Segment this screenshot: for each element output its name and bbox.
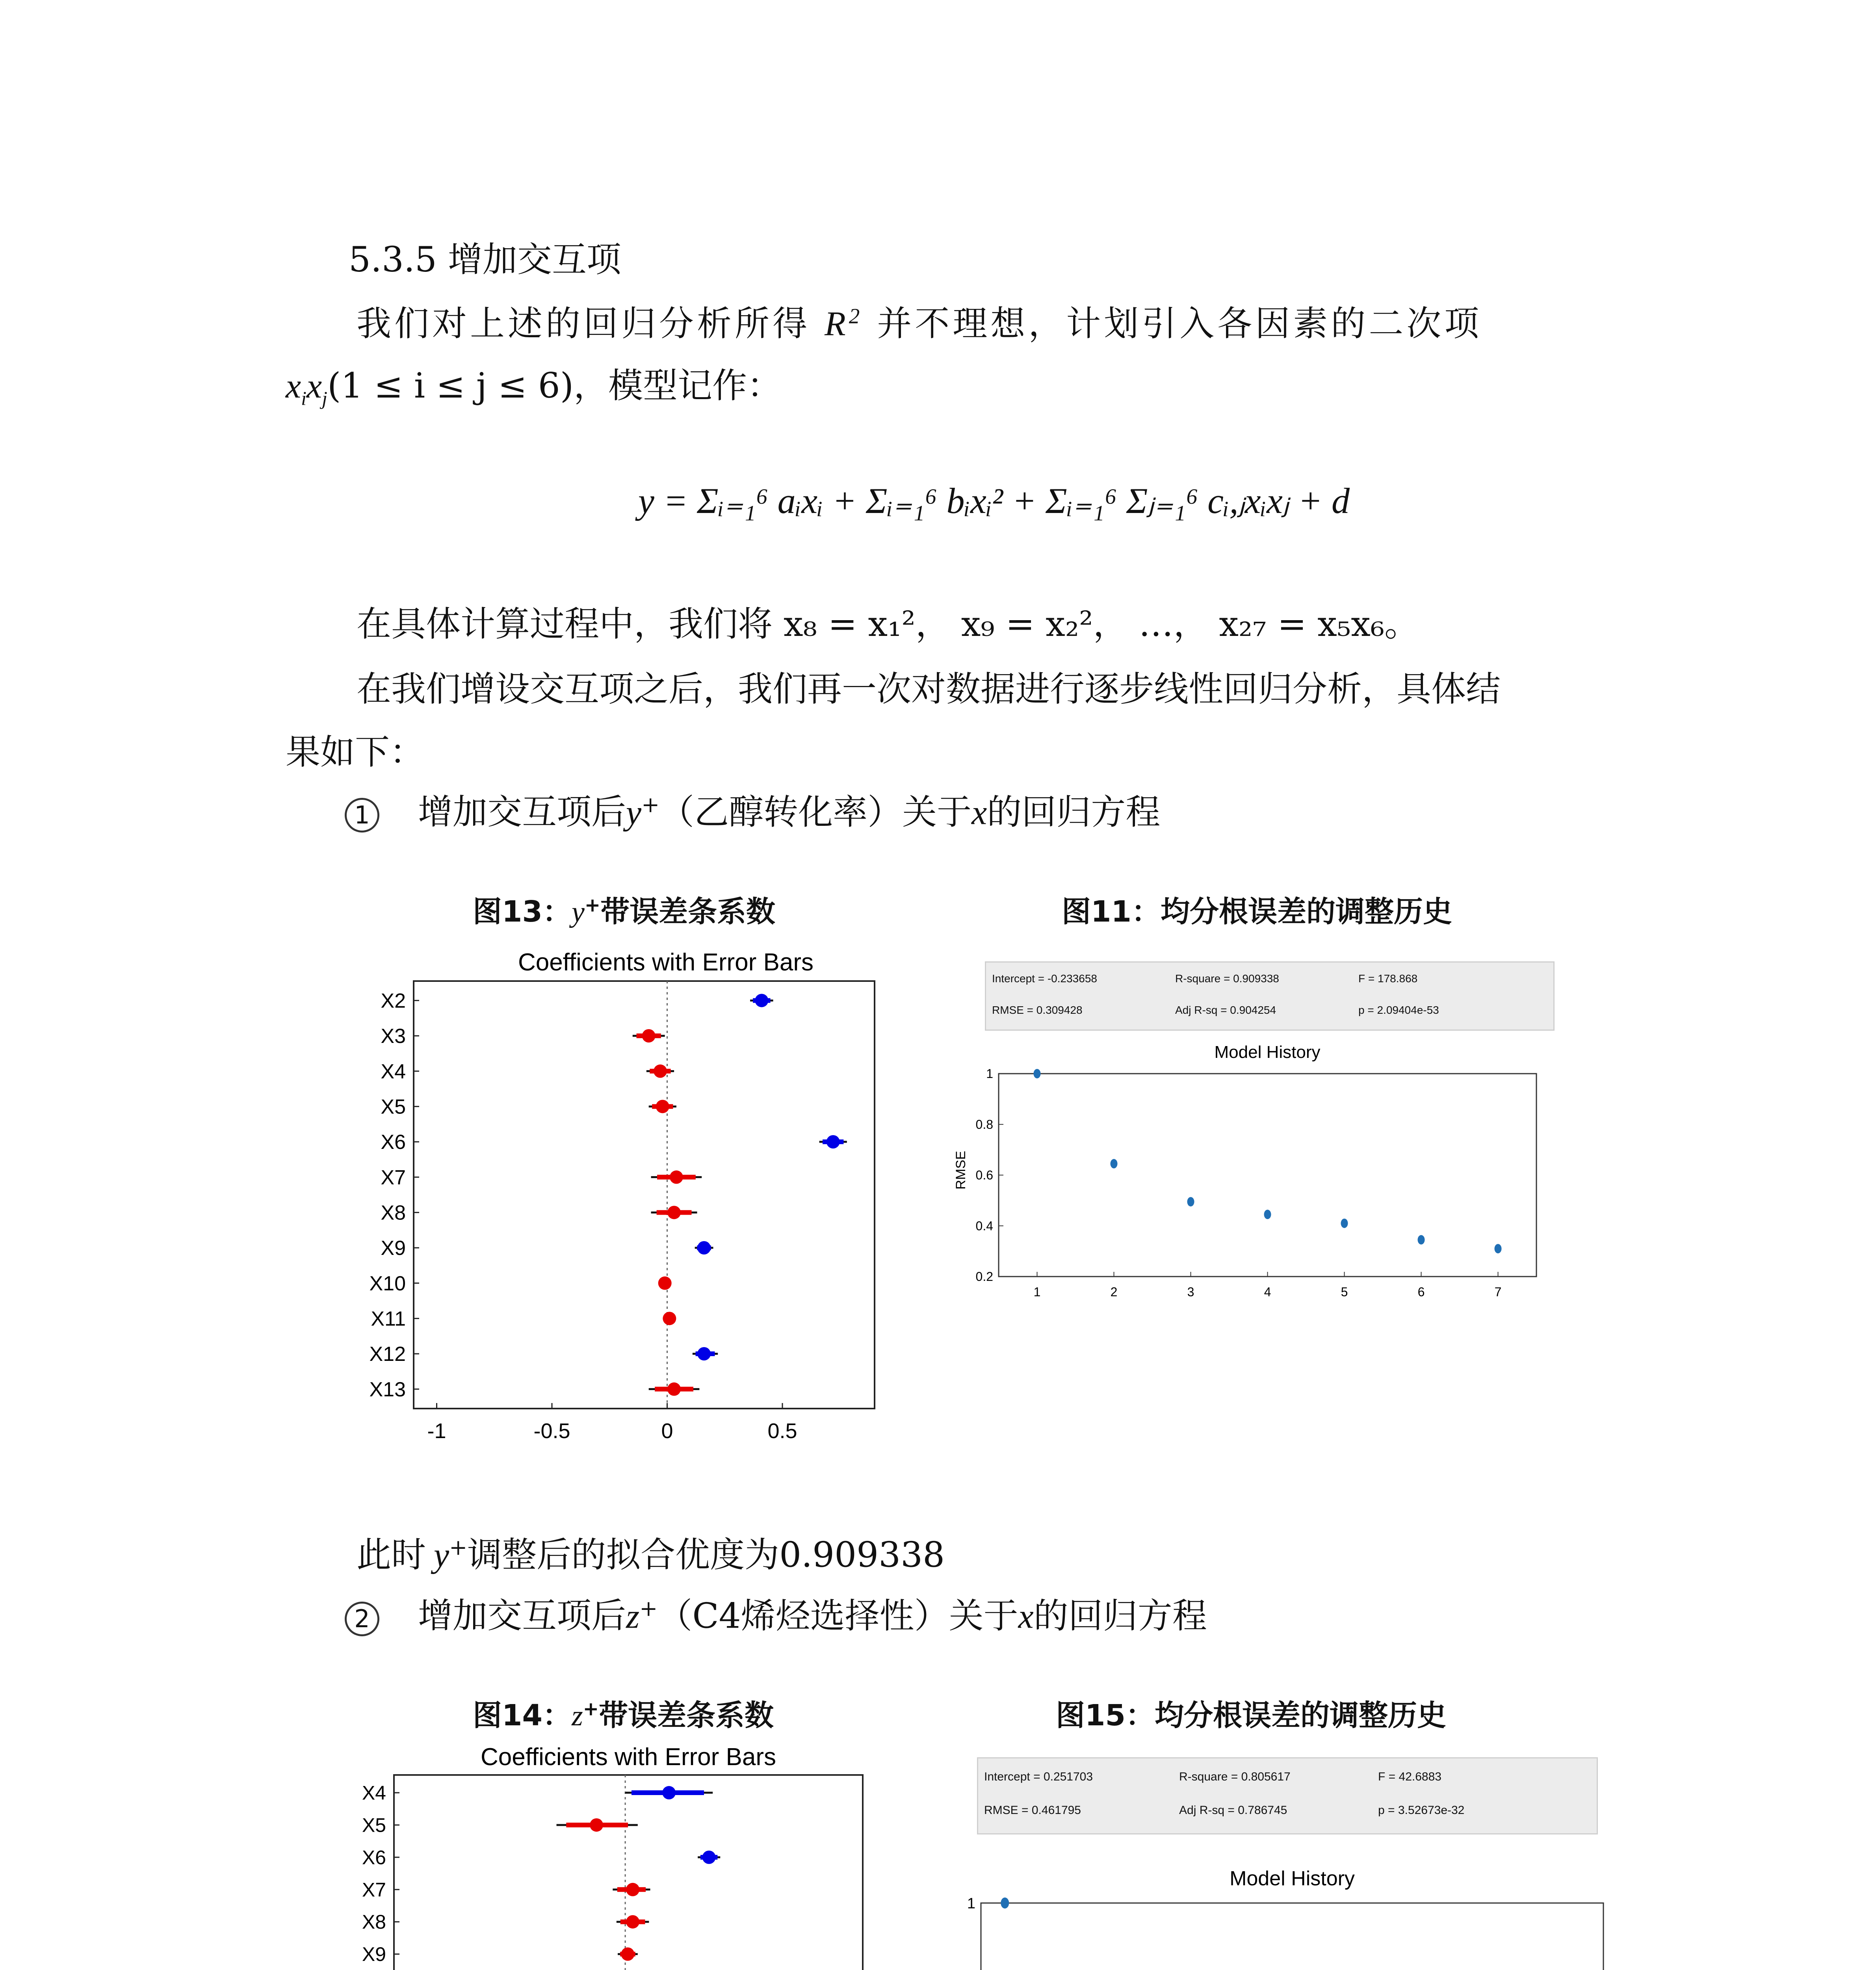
coefficient-point — [654, 1065, 667, 1078]
coefficient-point — [658, 1277, 672, 1290]
model-equation: y = Σᵢ₌₁⁶ aᵢxᵢ + Σᵢ₌₁⁶ bᵢxᵢ² + Σᵢ₌₁⁶ Σⱼ₌₁⁶ cᵢ,ⱼxᵢxⱼ + d — [638, 481, 1350, 521]
section-heading: 5.3.5 增加交互项 — [349, 239, 621, 280]
rmse-point — [1034, 1069, 1041, 1078]
rmse-point — [1264, 1210, 1271, 1219]
figure-14-title: 图14：z+带误差条系数 — [473, 1698, 774, 1732]
x-tick-label: 6 — [1417, 1285, 1425, 1299]
coefficient-point — [621, 1948, 634, 1961]
y-tick-label: X5 — [381, 1095, 406, 1119]
y-tick-label: X12 — [369, 1343, 406, 1366]
coef-chart-2-title: Coefficients with Error Bars — [481, 1743, 776, 1771]
coefficient-point — [670, 1171, 683, 1184]
x-tick-label: 7 — [1494, 1285, 1502, 1299]
y-tick-label: X8 — [362, 1911, 386, 1933]
x-tick-label: 1 — [1033, 1285, 1041, 1299]
y-tick-label: X6 — [381, 1131, 406, 1154]
rmse-point — [1418, 1235, 1425, 1245]
paragraph-1-line-1 — [357, 305, 1482, 342]
hist-chart-1 — [945, 1040, 1560, 1316]
paragraph-1-line-2 — [286, 365, 782, 409]
coefficient-point — [662, 1786, 676, 1799]
list-number-1: 1 — [345, 798, 379, 833]
coefficient-point — [626, 1915, 639, 1929]
y-tick-label: 0.8 — [975, 1117, 993, 1132]
y-tick-label: 1 — [986, 1067, 993, 1081]
y-tick-label: 0.6 — [975, 1168, 993, 1182]
list-item-1: 1 增加交互项后y+（乙醇转化率）关于x的回归方程 — [345, 794, 1160, 833]
paragraph-1-text-a: 我们对上述的回归分析所得 — [357, 303, 811, 344]
coefficient-point — [590, 1818, 603, 1832]
coefficient-point — [642, 1029, 656, 1043]
rmse-point — [1111, 1159, 1118, 1169]
x-tick-label: 0 — [661, 1419, 673, 1443]
coefficient-point — [827, 1135, 840, 1149]
hist-chart-1-title: Model History — [1214, 1043, 1321, 1062]
y-tick-label: 0.4 — [975, 1219, 993, 1233]
rmse-point — [1187, 1197, 1194, 1206]
y-tick-label: X11 — [371, 1307, 406, 1331]
coef-chart-1 — [355, 944, 926, 1487]
y-tick-label: 0.2 — [975, 1269, 993, 1284]
y-tick-label: X8 — [381, 1201, 406, 1225]
paragraph-1-text-b: 并不理想，计划引入各因素的二次项 — [877, 303, 1482, 344]
xixj-term: $x_ix_j$ — [286, 367, 327, 409]
y-tick-label: X4 — [381, 1060, 406, 1083]
y-tick-label: X2 — [381, 989, 406, 1013]
y-tick-label: 1 — [967, 1895, 975, 1912]
list-item-2: 2 增加交互项后z+（C4烯烃选择性）关于x的回归方程 — [345, 1598, 1207, 1636]
hist-chart-1-stats: Intercept = -0.233658 R-square = 0.909338 F = 178.868 RMSE = 0.309428 Adj R-sq = 0.904254 p = 2.09404e-53 — [985, 961, 1555, 1031]
y-tick-label: X9 — [362, 1943, 386, 1966]
y-tick-label: X7 — [381, 1166, 406, 1189]
paragraph-2: 在具体计算过程中，我们将 x₈ = x₁²， x₉ = x₂²， …， x₂₇ = x₅x₆。 — [357, 604, 1419, 644]
figure-11-title: 图11：均分根误差的调整历史 — [1062, 895, 1452, 929]
figure-15-title: 图15：均分根误差的调整历史 — [1056, 1699, 1446, 1732]
x-tick-label: 5 — [1341, 1285, 1348, 1299]
coefficient-point — [626, 1883, 639, 1896]
y-tick-label: X3 — [381, 1025, 406, 1048]
list-number-2: 2 — [345, 1602, 379, 1636]
x-tick-label: 2 — [1110, 1285, 1118, 1299]
coefficient-point — [667, 1206, 681, 1219]
coef-chart-1-title: Coefficients with Error Bars — [518, 949, 814, 976]
paragraph-3-line-2: 果如下： — [286, 732, 425, 772]
coefficient-point — [702, 1851, 716, 1864]
coefficient-point — [656, 1100, 669, 1113]
y-tick-label: X9 — [381, 1237, 406, 1260]
hist-chart-2-title: Model History — [1230, 1867, 1355, 1890]
x-tick-label: 3 — [1187, 1285, 1194, 1299]
coefficient-point — [697, 1347, 711, 1360]
y-tick-label: X6 — [362, 1846, 386, 1869]
y-tick-label: X4 — [362, 1782, 386, 1804]
y-tick-label: X7 — [362, 1879, 386, 1901]
rmse-point — [1495, 1244, 1502, 1253]
hist-chart-2 — [922, 1864, 1607, 1970]
coefficient-point — [667, 1383, 681, 1396]
paragraph-1-text-d: (1 ≤ i ≤ j ≤ 6)，模型记作： — [327, 365, 782, 406]
result-1: 此时 y+调整后的拟合优度为0.909338 — [357, 1534, 945, 1575]
x-tick-label: -0.5 — [533, 1419, 570, 1443]
r-squared-symbol: $R^2$ — [825, 304, 863, 344]
x-tick-label: -1 — [427, 1419, 446, 1443]
rmse-point — [1001, 1898, 1009, 1909]
coefficient-point — [697, 1241, 711, 1254]
coef-chart-2 — [339, 1741, 882, 1970]
y-tick-label: X13 — [369, 1378, 406, 1401]
y-tick-label: X10 — [369, 1272, 406, 1295]
coefficient-point — [755, 994, 768, 1007]
y-tick-label: X5 — [362, 1814, 386, 1836]
coefficient-point — [663, 1312, 676, 1325]
hist-chart-1-ylabel: RMSE — [953, 1150, 968, 1190]
rmse-point — [1341, 1219, 1348, 1228]
x-tick-label: 0.5 — [767, 1419, 797, 1443]
figure-13-title: 图13：y+带误差条系数 — [473, 894, 776, 929]
x-tick-label: 4 — [1264, 1285, 1271, 1299]
paragraph-3-line-1: 在我们增设交互项之后，我们再一次对数据进行逐步线性回归分析，具体结 — [357, 669, 1501, 709]
hist-chart-2-stats: Intercept = 0.251703 R-square = 0.805617 F = 42.6883 RMSE = 0.461795 Adj R-sq = 0.786745 p = 3.52673e-32 — [977, 1757, 1598, 1834]
